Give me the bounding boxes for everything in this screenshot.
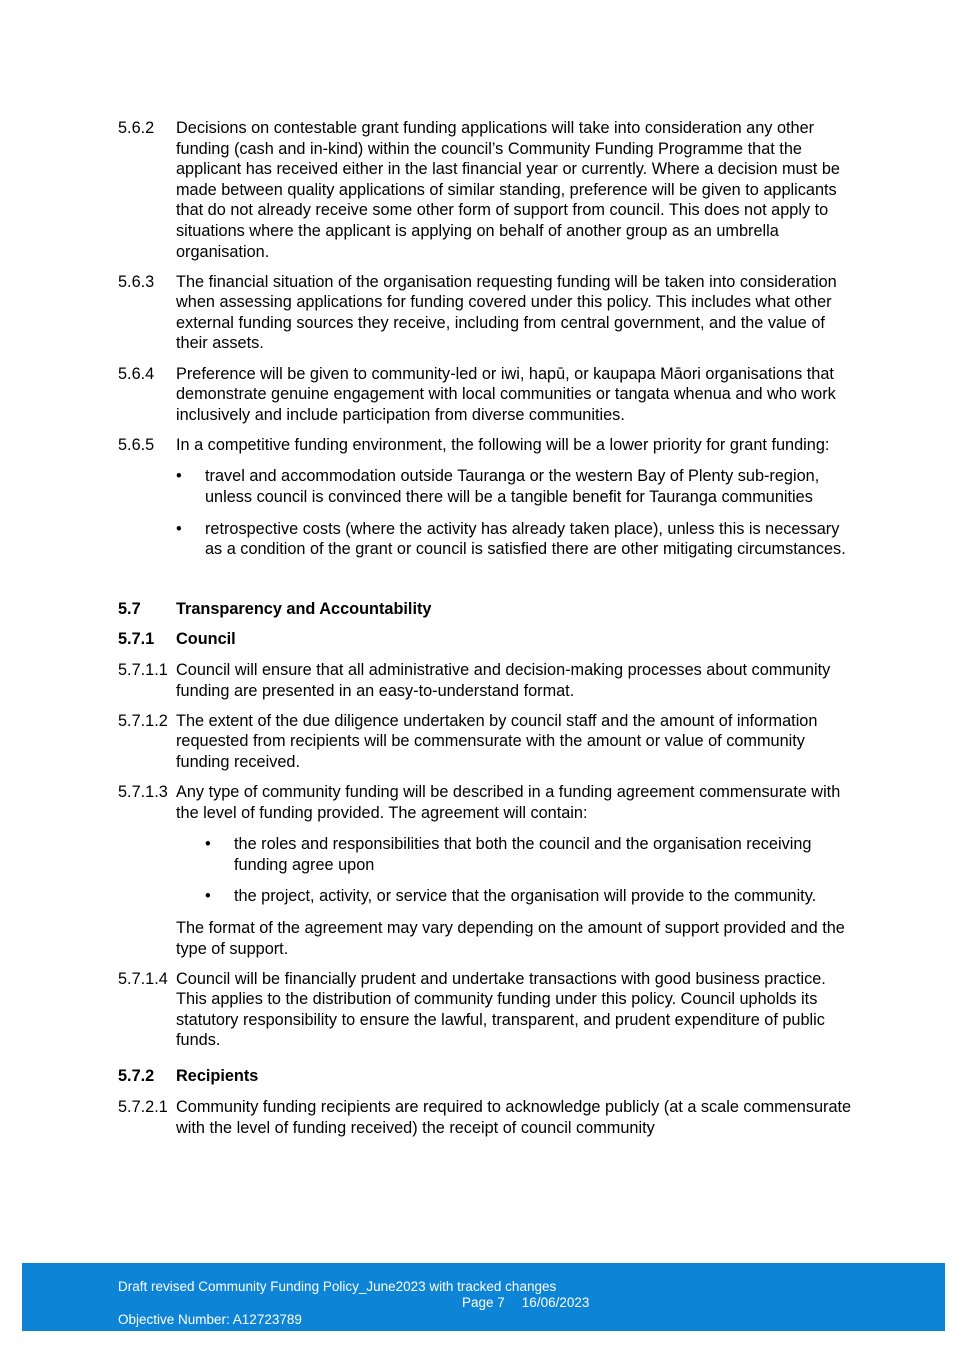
clause-5-7-1-3 bbox=[118, 782, 858, 907]
footer-objective-number: Objective Number: A12723789 bbox=[118, 1312, 302, 1327]
footer-date: 16/06/2023 bbox=[521, 1295, 590, 1310]
list-item-text: retrospective costs (where the activity has already taken place), unless this is necessary as a condition of the grant or council is satisfied there are other mitigating circumstances. bbox=[205, 519, 846, 559]
clause-5-6-5 bbox=[118, 435, 858, 560]
clause-number: 5.6.4 bbox=[118, 364, 155, 383]
clause-5-6-2 bbox=[118, 118, 858, 262]
list-item bbox=[176, 834, 858, 875]
clause-5-6-4 bbox=[118, 364, 858, 426]
section-heading-5-7-2 bbox=[118, 1066, 858, 1087]
clause-text: In a competitive funding environment, the following will be a lower priority for grant funding: bbox=[176, 435, 830, 454]
clause-number: 5.7.1.1 bbox=[118, 660, 168, 679]
document-body bbox=[118, 118, 858, 1148]
bullet-glyph: • bbox=[176, 467, 182, 486]
section-title: Council bbox=[176, 630, 236, 649]
section-heading-5-7 bbox=[118, 599, 858, 620]
footer-page-number: Page 7 bbox=[462, 1295, 505, 1310]
clause-text: The financial situation of the organisation requesting funding will be taken into consideration when assessing applications for funding covered under this policy. This includes what other external funding sources they receive, including from central government, and the value of their assets. bbox=[176, 272, 837, 353]
clause-text: The extent of the due diligence undertaken by council staff and the amount of information requested from recipients will be commensurate with the amount or value of community funding received. bbox=[176, 711, 818, 771]
clause-number: 5.6.3 bbox=[118, 272, 155, 291]
list-item-text: the project, activity, or service that the organisation will provide to the community. bbox=[234, 887, 817, 906]
clause-5-7-1-2 bbox=[118, 711, 858, 773]
clause-number: 5.7.2.1 bbox=[118, 1098, 168, 1117]
section-title: Transparency and Accountability bbox=[176, 599, 432, 618]
section-number: 5.7 bbox=[118, 599, 141, 618]
clause-number: 5.7.1.2 bbox=[118, 711, 168, 730]
clause-text: Community funding recipients are required to acknowledge publicly (at a scale commensurate with the level of funding received) the receipt of council community bbox=[176, 1098, 852, 1137]
section-number: 5.7.1 bbox=[118, 630, 155, 649]
footer-page-info bbox=[462, 1295, 589, 1312]
footer-document-title: Draft revised Community Funding Policy_June2023 with tracked changes bbox=[118, 1279, 557, 1294]
clause-text: Any type of community funding will be described in a funding agreement commensurate with the level of funding provided. The agreement will contain: bbox=[176, 782, 841, 822]
clause-5-7-1-3-continuation: The format of the agreement may vary depending on the amount of support provided and the type of support. bbox=[176, 918, 845, 958]
clause-number: 5.7.1.3 bbox=[118, 782, 168, 801]
list-item bbox=[176, 519, 858, 560]
bullet-glyph: • bbox=[205, 887, 211, 906]
clause-5-7-1-1 bbox=[118, 660, 858, 701]
list-item bbox=[176, 886, 858, 907]
section-number: 5.7.2 bbox=[118, 1067, 155, 1086]
clause-number: 5.6.2 bbox=[118, 119, 155, 137]
list-item-text: travel and accommodation outside Tauranga or the western Bay of Plenty sub-region, unless council is convinced there will be a tangible benefit for Tauranga communities bbox=[205, 467, 820, 506]
clause-number: 5.7.1.4 bbox=[118, 969, 168, 988]
clause-number: 5.6.5 bbox=[118, 435, 155, 454]
section-heading-5-7-1 bbox=[118, 629, 858, 650]
clause-5-6-3 bbox=[118, 272, 858, 354]
clause-5-7-1-4 bbox=[118, 969, 858, 1051]
bullet-list bbox=[176, 466, 858, 559]
clause-text: Council will ensure that all administrative and decision-making processes about community funding are presented in an easy-to-understand format. bbox=[176, 660, 831, 700]
page-footer bbox=[22, 1263, 945, 1331]
list-item-text: the roles and responsibilities that both the council and the organisation receiving funding agree upon bbox=[234, 835, 812, 874]
section-title: Recipients bbox=[176, 1067, 259, 1086]
clause-5-7-2-1 bbox=[118, 1097, 858, 1138]
clause-text: Preference will be given to community-led or iwi, hapū, or kaupapa Māori organisations that demonstrate genuine engagement with local communities or tangata whenua and who work inclusively and include participation from diverse communities. bbox=[176, 364, 836, 424]
bullet-list bbox=[176, 834, 858, 907]
bullet-glyph: • bbox=[176, 519, 182, 538]
clause-text: Council will be financially prudent and undertake transactions with good business practice. This applies to the distribution of community funding under this policy. Council upholds its statutory responsibility to ensure the lawful, transparent, and prudent expenditure of public funds. bbox=[176, 969, 826, 1050]
list-item bbox=[176, 466, 858, 507]
bullet-glyph: • bbox=[205, 835, 211, 854]
clause-text: Decisions on contestable grant funding applications will take into consideration any other funding (cash and in-kind) within the council’s Community Funding Programme that the applicant has received either in the last financial year or currently. Where a decision must be made between quality applications of similar standing, preference will be given to applicants that do not already receive some other form of support from council. This does not apply to situations where the applicant is applying on behalf of another group as an umbrella organisation. bbox=[176, 119, 840, 261]
